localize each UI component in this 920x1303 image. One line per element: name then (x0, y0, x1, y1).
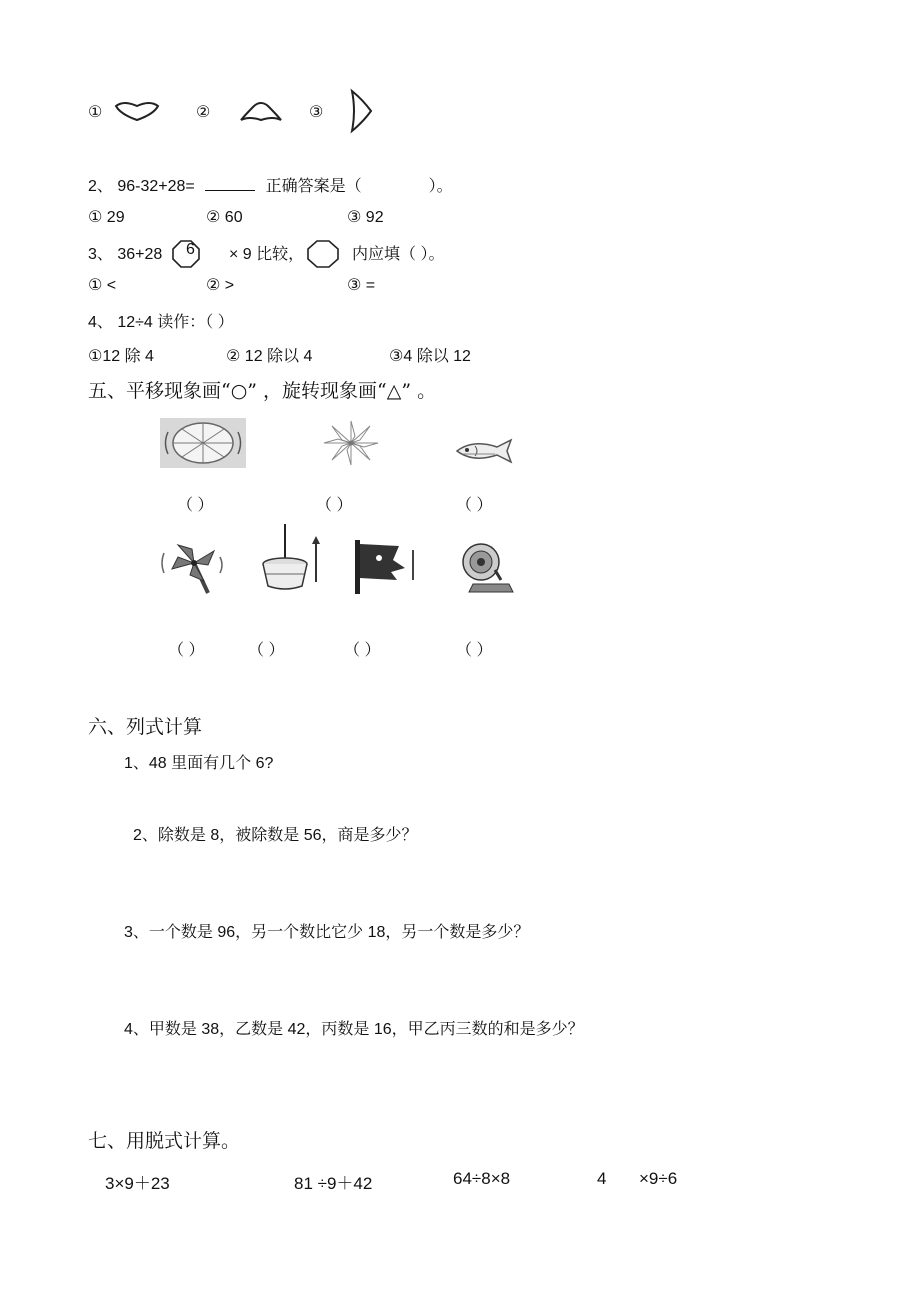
calc-question-3: 3、一个数是 96，另一个数比它少 18，另一个数是多少？ (124, 924, 530, 941)
section-7-title: 七、用脱式计算。 (88, 1130, 241, 1152)
question-2-mid: 正确答案是（ (265, 178, 362, 195)
answer-blank[interactable] (205, 176, 255, 191)
fan-picture (455, 540, 517, 596)
arrow-shape-icon (347, 88, 375, 134)
question-3-end: 内应填（ ）。 (352, 246, 445, 263)
question-3-prefix: 3、 36+28 (88, 246, 163, 263)
shape-option-2-label: ② (196, 102, 211, 121)
shape-option-1-label: ① (88, 102, 103, 121)
expression-2: 81 ÷9＋42 (294, 1174, 373, 1193)
calc-question-4: 4、甲数是 38，乙数是 42，丙数是 16，甲乙丙三数的和是多少？ (124, 1021, 584, 1038)
question-3-inner-digit: 6 (186, 241, 195, 258)
answer-parentheses[interactable]: （ ） (168, 642, 205, 659)
question-3-option-2: ② > (206, 277, 235, 294)
question-3-option-1: ① < (88, 277, 117, 294)
spinning-plate-picture (160, 418, 246, 468)
question-3-option-3: ③ = (347, 277, 376, 294)
answer-parentheses[interactable]: （ ） (344, 642, 381, 659)
octagon-answer-icon (307, 240, 339, 268)
expression-1: 3×9＋23 (105, 1174, 170, 1193)
question-4-option-1: ①12 除 4 (88, 348, 154, 365)
expression-4-part-1: 4 (597, 1169, 607, 1188)
expression-4-part-2: ×9÷6 (639, 1169, 678, 1188)
question-4-option-2: ② 12 除以 4 (226, 348, 313, 365)
answer-parentheses[interactable]: （ ） (248, 642, 285, 659)
section-6-title: 六、列式计算 (88, 716, 203, 738)
expression-3: 64÷8×8 (453, 1169, 511, 1188)
shape-option-3-label: ③ (309, 102, 324, 121)
fish-picture (453, 436, 517, 466)
pinwheel-flower-picture (318, 418, 384, 468)
answer-parentheses[interactable]: （ ） (177, 497, 214, 514)
question-2 (88, 173, 453, 196)
calc-question-2: 2、除数是 8，被除数是 56，商是多少？ (133, 827, 418, 844)
question-4-option-3: ③4 除以 12 (389, 348, 471, 365)
arch-shape-icon (238, 100, 284, 124)
heart-shape-icon (114, 100, 160, 122)
flag-picture (353, 538, 419, 594)
hanging-basket-picture (258, 522, 326, 594)
answer-parentheses[interactable]: （ ） (316, 497, 353, 514)
question-2-option-3: ③ 92 (347, 209, 384, 226)
calc-question-1: 1、48 里面有几个 6? (124, 755, 274, 772)
windmill-picture (158, 535, 228, 595)
question-2-option-2: ② 60 (206, 209, 243, 226)
question-4: 4、 12÷4 读作：（ ） (88, 314, 234, 331)
answer-parentheses[interactable]: （ ） (456, 497, 493, 514)
question-2-option-1: ① 29 (88, 209, 125, 226)
question-2-end: ）。 (428, 178, 453, 195)
section-5-title: 五、平移现象画“○” ，旋转现象画“△” 。 (88, 380, 437, 402)
question-3-mid: × 9 比较， (229, 246, 305, 263)
question-2-prefix: 2、 96-32+28= (88, 178, 195, 195)
answer-parentheses[interactable]: （ ） (456, 642, 493, 659)
